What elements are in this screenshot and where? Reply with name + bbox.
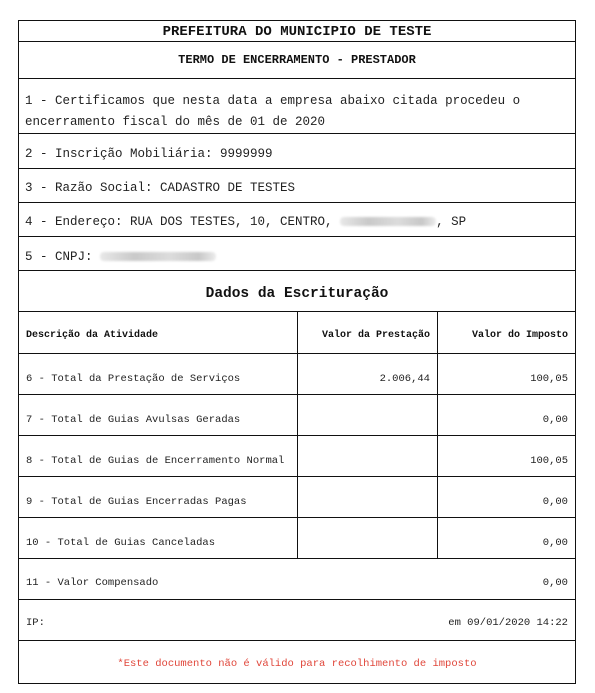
subtitle-text: TERMO DE ENCERRAMENTO - PRESTADOR bbox=[178, 53, 416, 67]
row-prestacao bbox=[298, 477, 438, 517]
ip-row bbox=[19, 600, 575, 641]
ip-label: IP: bbox=[26, 617, 45, 629]
row-imposto: 0,00 bbox=[542, 496, 568, 508]
table-row bbox=[19, 518, 575, 559]
inscricao-text: 2 - Inscrição Mobiliária: 9999999 bbox=[25, 147, 273, 161]
table-header bbox=[19, 312, 575, 354]
validity-note bbox=[19, 641, 575, 683]
row-imposto: 100,05 bbox=[530, 373, 568, 385]
title-text: PREFEITURA DO MUNICIPIO DE TESTE bbox=[162, 24, 432, 40]
timestamp: em 09/01/2020 14:22 bbox=[448, 617, 568, 629]
row-prestacao bbox=[298, 395, 438, 435]
section-title-text: Dados da Escrituração bbox=[205, 286, 389, 302]
document-title bbox=[19, 21, 575, 42]
table-row bbox=[19, 436, 575, 477]
row-desc: 11 - Valor Compensado bbox=[26, 577, 159, 589]
inscricao-row bbox=[19, 134, 575, 169]
razao-social-text: 3 - Razão Social: CADASTRO DE TESTES bbox=[25, 181, 296, 195]
row-desc: 8 - Total de Guias de Encerramento Normal bbox=[19, 436, 298, 476]
termo-document bbox=[18, 20, 576, 684]
redacted-city bbox=[340, 217, 436, 226]
cnpj-label: 5 - CNPJ: bbox=[25, 250, 93, 264]
row-imposto: 0,00 bbox=[542, 414, 568, 426]
table-row bbox=[19, 395, 575, 436]
document-subtitle bbox=[19, 42, 575, 79]
row-desc: 10 - Total de Guias Canceladas bbox=[19, 518, 298, 558]
redacted-cnpj bbox=[100, 252, 216, 261]
table-row bbox=[19, 559, 575, 600]
table-row bbox=[19, 477, 575, 518]
razao-social-row bbox=[19, 169, 575, 203]
header-valor-imposto: Valor do Imposto bbox=[471, 330, 568, 341]
endereco-row bbox=[19, 203, 575, 237]
row-prestacao: 2.006,44 bbox=[298, 354, 438, 394]
row-prestacao bbox=[298, 518, 438, 558]
row-desc: 9 - Total de Guias Encerradas Pagas bbox=[19, 477, 298, 517]
note-text: *Este documento não é válido para recolhimento de imposto bbox=[117, 658, 477, 670]
header-valor-prestacao: Valor da Prestação bbox=[298, 312, 438, 353]
header-descricao: Descrição da Atividade bbox=[19, 312, 298, 353]
row-desc: 6 - Total da Prestação de Serviços bbox=[19, 354, 298, 394]
row-desc: 7 - Total de Guias Avulsas Geradas bbox=[19, 395, 298, 435]
endereco-uf: , SP bbox=[436, 215, 467, 229]
section-title bbox=[19, 271, 575, 312]
certify-row bbox=[19, 79, 575, 134]
certify-line-1: 1 - Certificamos que nesta data a empresa abaixo citada procedeu o bbox=[25, 94, 521, 108]
endereco-text: 4 - Endereço: RUA DOS TESTES, 10, CENTRO, bbox=[25, 215, 333, 229]
certify-line-2: encerramento fiscal do mês de 01 de 2020 bbox=[25, 115, 326, 129]
cnpj-row bbox=[19, 237, 575, 271]
row-imposto: 100,05 bbox=[530, 455, 568, 467]
row-prestacao bbox=[298, 436, 438, 476]
table-row bbox=[19, 354, 575, 395]
row-imposto: 0,00 bbox=[542, 537, 568, 549]
row-imposto: 0,00 bbox=[542, 577, 568, 589]
